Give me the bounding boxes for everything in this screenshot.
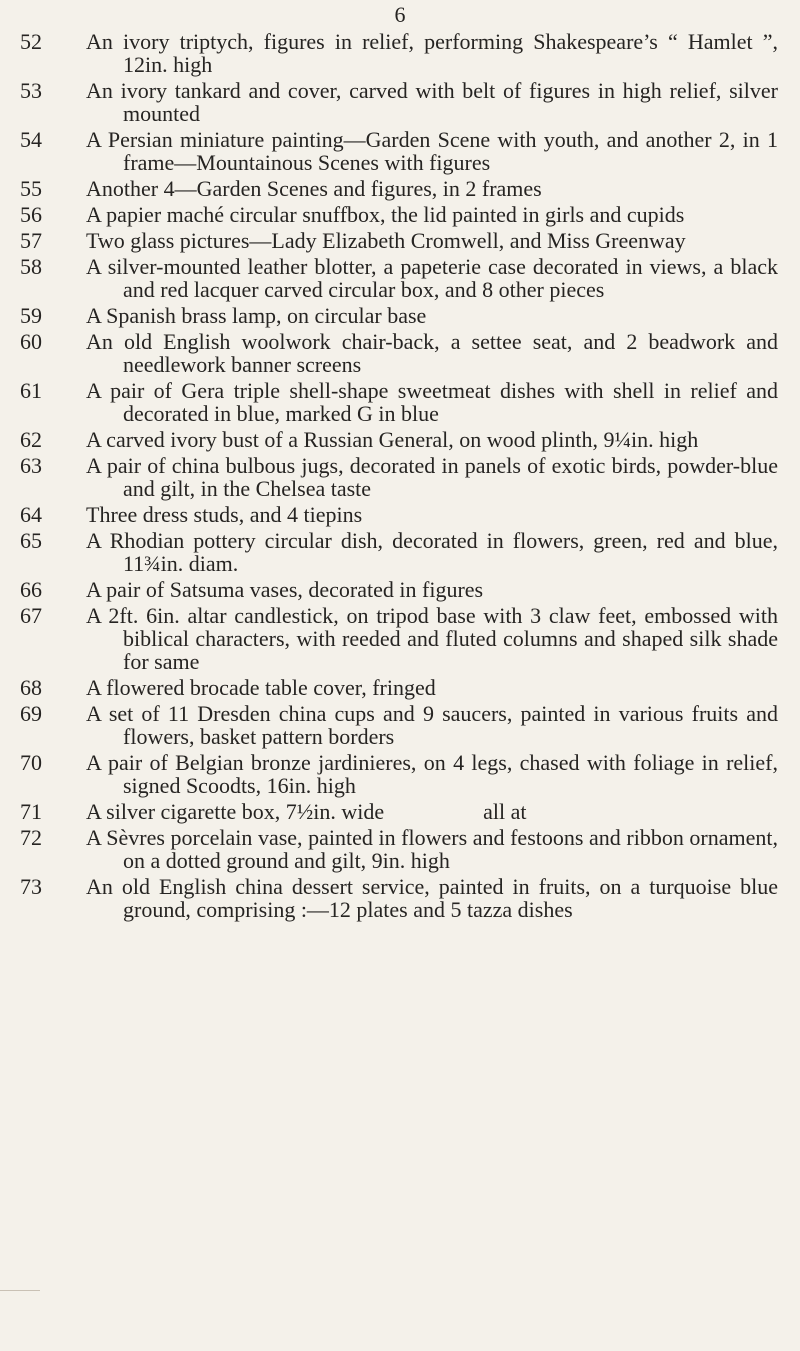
lot-item <box>0 79 800 125</box>
lot-item <box>0 304 800 327</box>
lot-description: Three dress studs, and 4 tiepins <box>86 502 363 527</box>
lot-number: 64 <box>20 502 42 527</box>
lot-item <box>0 751 800 797</box>
lot-list <box>0 30 800 924</box>
lot-item <box>0 454 800 500</box>
page-edge <box>0 1290 40 1351</box>
lot-description: A pair of Belgian bronze jardinieres, on 4 legs, chased with foliage in relief, signed Scoodts, 16in. high <box>86 750 778 798</box>
lot-description: A Rhodian pottery circular dish, decorated in flowers, green, red and blue, 11¾in. diam. <box>86 528 778 576</box>
lot-description: A set of 11 Dresden china cups and 9 saucers, painted in various fruits and flowers, basket pattern borders <box>86 701 778 749</box>
lot-description: Another 4—Garden Scenes and figures, in 2 frames <box>86 176 542 201</box>
lot-description: An ivory triptych, figures in relief, performing Shakespeare’s “ Hamlet ”, 12in. high <box>86 29 778 77</box>
lot-number: 68 <box>20 675 42 700</box>
lot-number: 57 <box>20 228 42 253</box>
lot-item <box>0 503 800 526</box>
lot-description: A silver cigarette box, 7½in. wide all at <box>86 799 527 824</box>
lot-item <box>0 875 800 921</box>
lot-description: A carved ivory bust of a Russian General, on wood plinth, 9¼in. high <box>86 427 699 452</box>
lot-number: 58 <box>20 254 42 279</box>
lot-number: 52 <box>20 29 42 54</box>
lot-number: 54 <box>20 127 42 152</box>
lot-item <box>0 379 800 425</box>
lot-number: 63 <box>20 453 42 478</box>
lot-item <box>0 428 800 451</box>
lot-item <box>0 702 800 748</box>
lot-description: A Persian miniature painting—Garden Scene with youth, and another 2, in 1 frame—Mountainous Scenes with figures <box>86 127 778 175</box>
lot-description: A flowered brocade table cover, fringed <box>86 675 436 700</box>
lot-item <box>0 529 800 575</box>
lot-description: An old English woolwork chair-back, a settee seat, and 2 beadwork and needlework banner screens <box>86 329 778 377</box>
lot-number: 62 <box>20 427 42 452</box>
lot-item <box>0 255 800 301</box>
lot-number: 61 <box>20 378 42 403</box>
lot-number: 55 <box>20 176 42 201</box>
lot-item <box>0 578 800 601</box>
lot-item <box>0 800 800 823</box>
lot-description: Two glass pictures—Lady Elizabeth Cromwell, and Miss Greenway <box>86 228 686 253</box>
page-number: 6 <box>394 2 406 27</box>
lot-description: An old English china dessert service, painted in fruits, on a turquoise blue ground, comprising :—12 plates and 5 tazza dishes <box>86 874 778 922</box>
lot-number: 72 <box>20 825 42 850</box>
lot-item <box>0 203 800 226</box>
lot-number: 70 <box>20 750 42 775</box>
lot-item <box>0 330 800 376</box>
lot-item <box>0 229 800 252</box>
lot-description: A Spanish brass lamp, on circular base <box>86 303 427 328</box>
lot-description: A pair of Gera triple shell-shape sweetmeat dishes with shell in relief and decorated in blue, marked G in blue <box>86 378 778 426</box>
lot-number: 53 <box>20 78 42 103</box>
lot-number: 69 <box>20 701 42 726</box>
lot-number: 73 <box>20 874 42 899</box>
lot-item <box>0 128 800 174</box>
lot-number: 67 <box>20 603 42 628</box>
lot-description: An ivory tankard and cover, carved with belt of figures in high relief, silver mounted <box>86 78 778 126</box>
lot-number: 59 <box>20 303 42 328</box>
lot-number: 66 <box>20 577 42 602</box>
lot-item <box>0 826 800 872</box>
lot-description: A pair of china bulbous jugs, decorated in panels of exotic birds, powder-blue and gilt, in the Chelsea taste <box>86 453 778 501</box>
lot-description: A silver-mounted leather blotter, a papeterie case decorated in views, a black and red lacquer carved circular box, and 8 other pieces <box>86 254 778 302</box>
lot-number: 56 <box>20 202 42 227</box>
lot-description: A papier maché circular snuffbox, the lid painted in girls and cupids <box>86 202 685 227</box>
lot-item <box>0 177 800 200</box>
lot-item <box>0 676 800 699</box>
lot-description: A Sèvres porcelain vase, painted in flowers and festoons and ribbon ornament, on a dotted ground and gilt, 9in. high <box>86 825 778 873</box>
lot-description: A 2ft. 6in. altar candlestick, on tripod base with 3 claw feet, embossed with biblical characters, with reeded and fluted columns and shaped silk shade for same <box>86 603 778 674</box>
lot-number: 60 <box>20 329 42 354</box>
lot-item <box>0 604 800 673</box>
lot-number: 65 <box>20 528 42 553</box>
lot-description: A pair of Satsuma vases, decorated in figures <box>86 577 484 602</box>
lot-number: 71 <box>20 799 42 824</box>
lot-item <box>0 30 800 76</box>
